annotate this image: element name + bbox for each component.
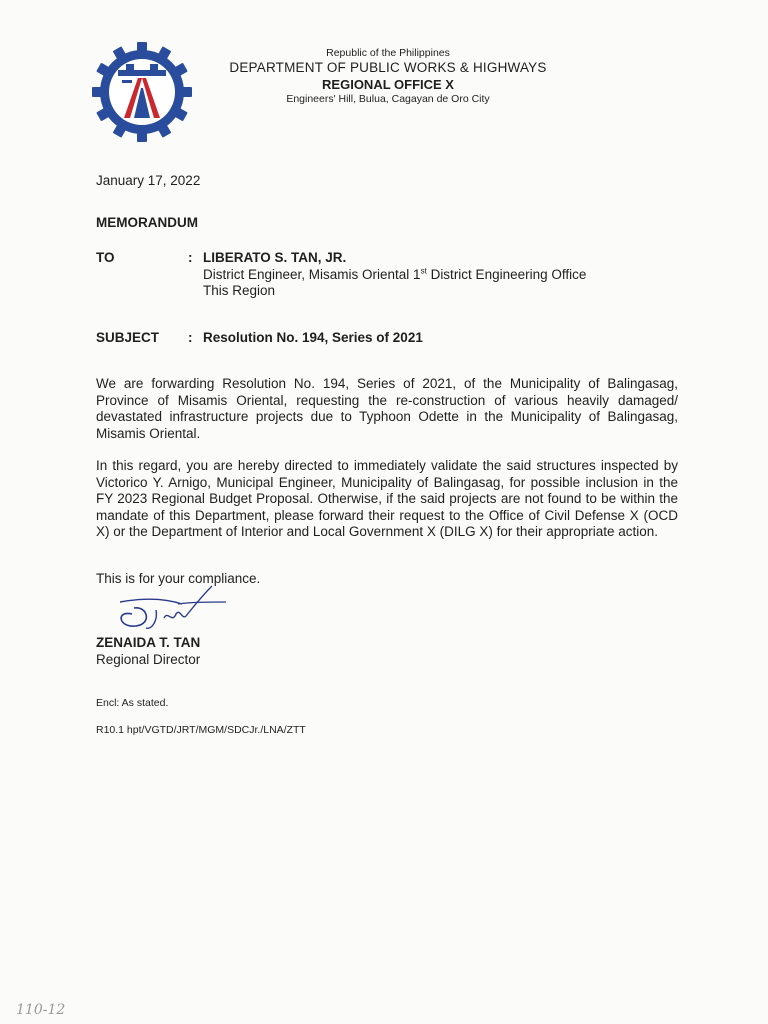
letterhead-republic: Republic of the Philippines xyxy=(326,47,450,59)
to-colon: : xyxy=(188,250,193,265)
letterhead-address: Engineers' Hill, Bulua, Cagayan de Oro City xyxy=(286,93,490,106)
memo-date: January 17, 2022 xyxy=(96,173,201,188)
handwritten-page-note: 110-12 xyxy=(16,1002,66,1018)
recipient-title-sup: st xyxy=(420,266,427,276)
letterhead-department: DEPARTMENT OF PUBLIC WORKS & HIGHWAYS xyxy=(229,60,547,76)
body-paragraph-2: In this regard, you are hereby directed to immediately validate the said structures inspected by Victorico Y. Arnigo, Municipal Engineer, Municipality of Balingasag, for possible inclusion in the FY 2023 Regional Budget Proposal. Otherwise, if the said projects are not found to be within the mandate of this Department, please forward their request to the Office of Civil Defense X (OCD X) or the Department of Interior and Local Government X (DILG X) for their appropriate action. xyxy=(96,458,678,539)
reference-code: R10.1 hpt/VGTD/JRT/MGM/SDCJr./LNA/ZTT xyxy=(96,724,306,736)
recipient-title-suffix: District Engineering Office xyxy=(426,267,587,282)
subject-label: SUBJECT xyxy=(96,330,160,345)
compliance-line: This is for your compliance. xyxy=(96,571,261,586)
recipient-region: This Region xyxy=(203,283,276,298)
dpwh-seal-logo xyxy=(90,40,194,144)
handwritten-signature xyxy=(112,580,232,640)
recipient-title-prefix: District Engineer, Misamis Oriental 1 xyxy=(203,267,421,282)
signatory-name: ZENAIDA T. TAN xyxy=(96,635,201,650)
enclosure-note: Encl: As stated. xyxy=(96,697,169,709)
recipient-title xyxy=(203,266,586,283)
letterhead-office: REGIONAL OFFICE X xyxy=(322,77,454,92)
subject-text: Resolution No. 194, Series of 2021 xyxy=(203,330,423,345)
body-paragraph-1: We are forwarding Resolution No. 194, Series of 2021, of the Municipality of Balingasag, Province of Misamis Oriental, requesting the re-construction of various heavily damaged/ devastated infrastructure projects due to Typhoon Odette in the Municipality of Balingasag, Misamis Oriental. xyxy=(96,376,678,441)
signatory-title: Regional Director xyxy=(96,652,201,667)
letterhead xyxy=(200,47,576,106)
subject-colon: : xyxy=(188,330,193,345)
memo-heading: MEMORANDUM xyxy=(96,215,198,230)
recipient-name: LIBERATO S. TAN, JR. xyxy=(203,250,347,265)
to-label: TO xyxy=(96,250,115,265)
